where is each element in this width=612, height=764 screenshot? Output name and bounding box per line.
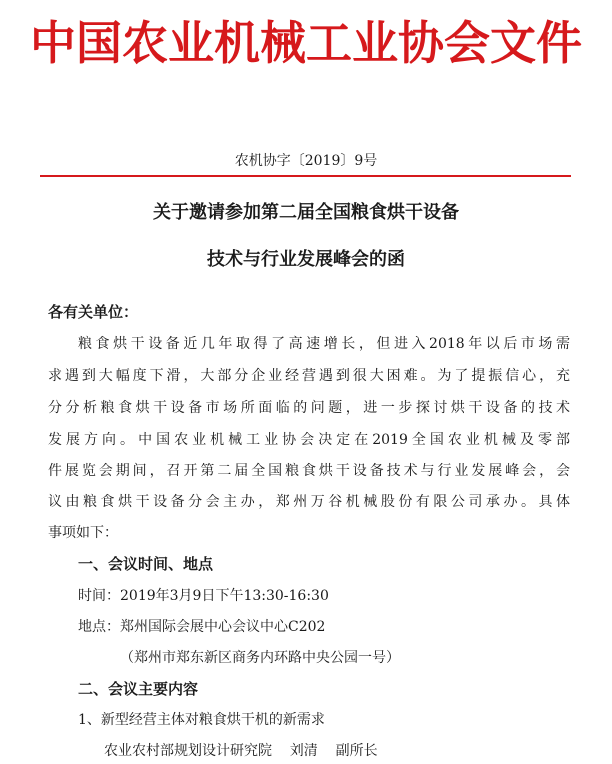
section-1-heading: 一、会议时间、地点 xyxy=(78,555,214,573)
body-line: 件展览会期间，召开第二届全国粮食烘干设备技术与行业发展峰会，会 xyxy=(48,463,570,479)
body-line: 粮食烘干设备近几年取得了高速增长，但进入2018年以后市场需 xyxy=(78,336,570,352)
letter-title-line-1: 关于邀请参加第二届全国粮食烘干设备 xyxy=(153,202,459,223)
body-line: 发展方向。中国农业机械工业协会决定在2019全国农业机械及零部 xyxy=(48,432,570,448)
meeting-place: 地点：郑州国际会展中心会议中心C202 xyxy=(78,619,326,635)
letter-title-line-2: 技术与行业发展峰会的函 xyxy=(207,249,405,270)
body-line: 事项如下： xyxy=(48,525,118,541)
section-2-heading: 二、会议主要内容 xyxy=(78,680,199,698)
agenda-item-1: 1、新型经营主体对粮食烘干机的新需求 xyxy=(78,712,325,728)
salutation: 各有关单位： xyxy=(48,303,139,321)
body-line: 议由粮食烘干设备分会主办，郑州万谷机械股份有限公司承办。具体 xyxy=(48,494,570,510)
meeting-time: 时间：2019年3月9日下午13:30-16:30 xyxy=(78,588,329,604)
document-number: 农机协字〔2019〕9号 xyxy=(234,153,378,169)
document-header-title: 中国农业机械工业协会文件 xyxy=(30,16,582,70)
agenda-speaker: 农业农村部规划设计研究院 刘清 副所长 xyxy=(104,743,378,759)
meeting-address: （郑州市郑东新区商务内环路中央公园一号） xyxy=(120,650,400,666)
body-line: 求遇到大幅度下滑，大部分企业经营遇到很大困难。为了提振信心，充 xyxy=(48,368,570,384)
header-divider xyxy=(40,175,571,177)
body-line: 分分析粮食烘干设备市场所面临的问题，进一步探讨烘干设备的技术 xyxy=(48,400,570,416)
